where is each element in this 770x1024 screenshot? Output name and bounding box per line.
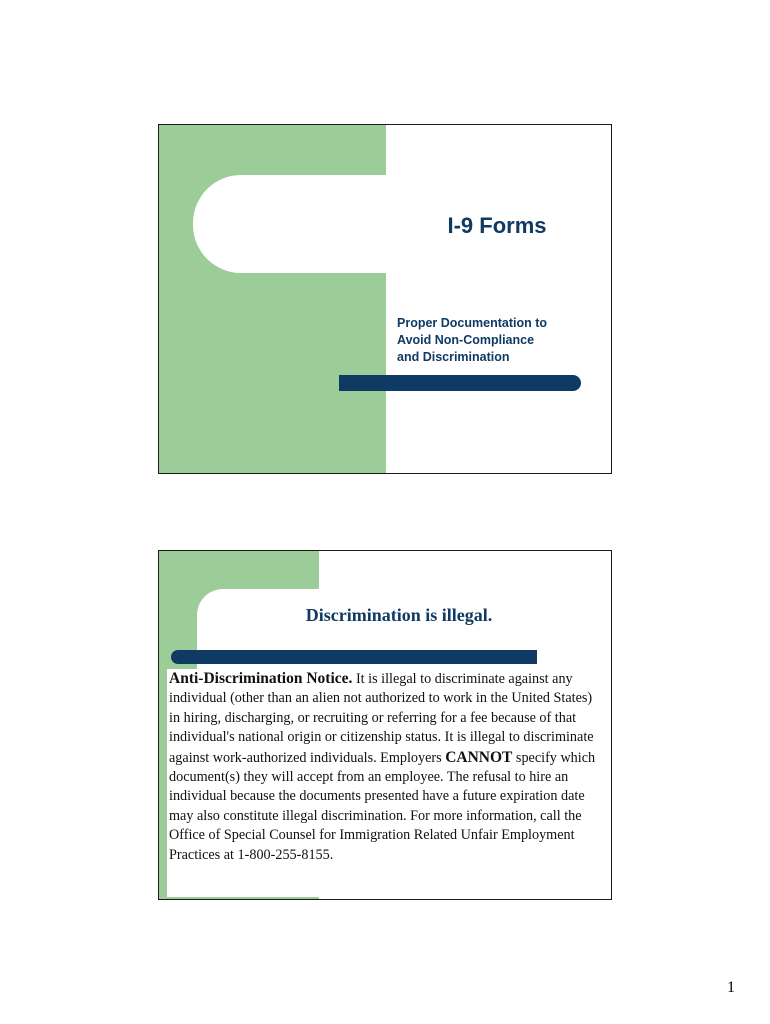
notice-emphasis: CANNOT	[445, 748, 513, 766]
slide-discrimination	[158, 550, 612, 900]
subtitle-line: and Discrimination	[397, 350, 510, 364]
subtitle-line: Avoid Non-Compliance	[397, 333, 535, 347]
slide-heading: Discrimination is illegal.	[305, 605, 493, 625]
notice-text: It is illegal to discriminate against any individual (other than an alien not authorized to work in the United States) in hiring, discharging, or recruiting or referring for a fee because of that individual's national origin or citizenship status. It is illegal to discriminate against work-authorized individuals. Employers	[169, 671, 594, 766]
slide-accent-bar	[339, 375, 581, 391]
slide-title-text: I-9 Forms	[447, 213, 547, 238]
slide-title	[158, 124, 612, 474]
anti-discrimination-notice	[167, 669, 599, 897]
page-number: 1	[727, 979, 735, 996]
notice-text: specify which document(s) they will accept from an employee. The refusal to hire an individual because the documents presented have a future expiration date may also constitute illegal discrimination. For more information, call the Office of Special Counsel for Immigration Related Unfair Employment Practices at 1-800-255-8155.	[169, 749, 596, 863]
slide-accent-bar	[171, 650, 537, 664]
notice-heading: Anti-Discrimination Notice.	[169, 670, 353, 687]
subtitle-line: Proper Documentation to	[397, 316, 548, 330]
slide-subtitle	[397, 315, 597, 366]
